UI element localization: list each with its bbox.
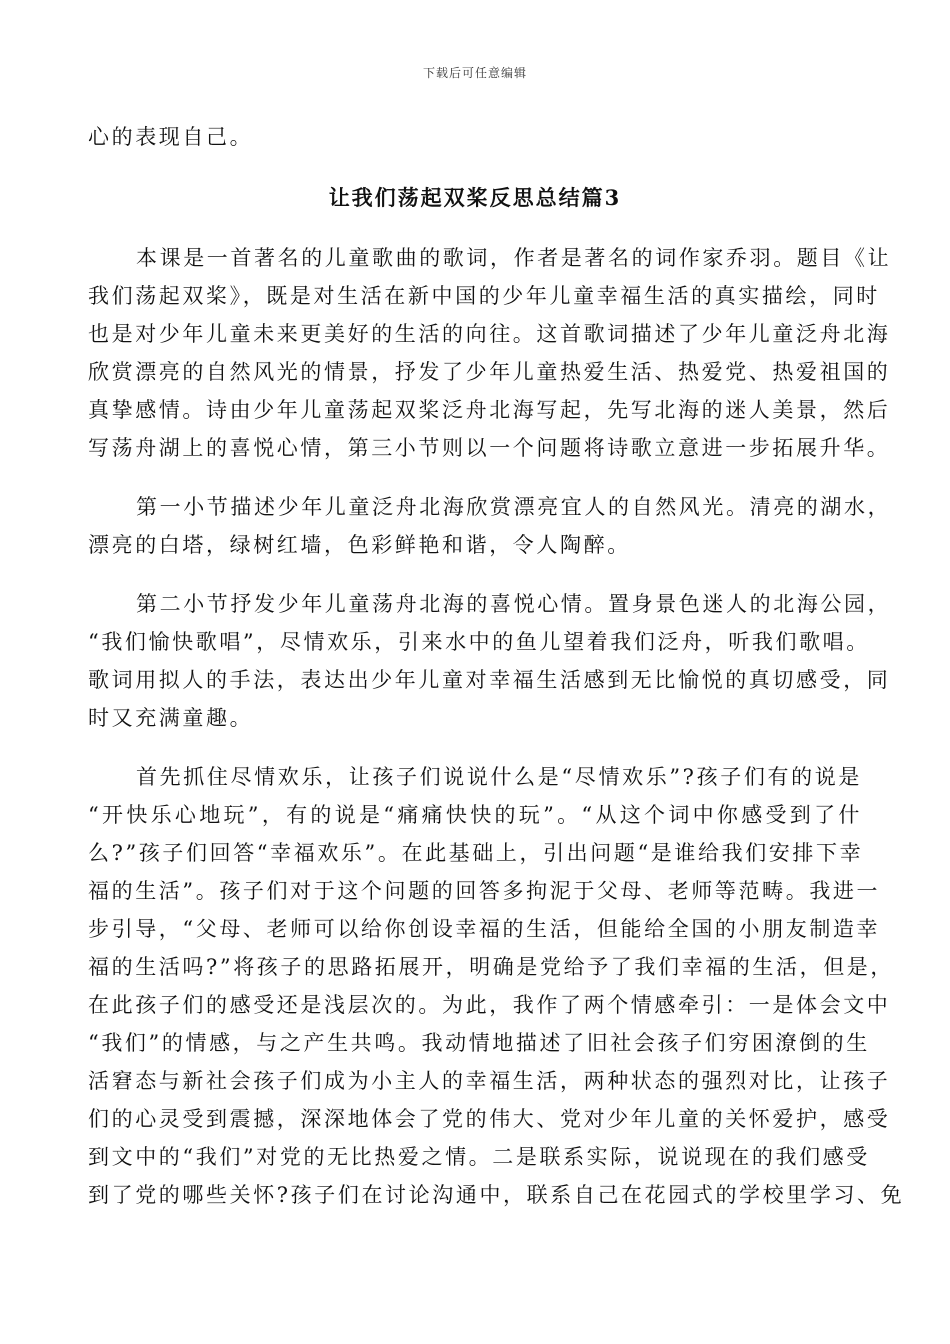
paragraph-line: 也是对少年儿童未来更美好的生活的向往。这首歌词描述了少年儿童泛舟北海 <box>88 322 891 346</box>
paragraph-line: 们的心灵受到震撼，深深地体会了党的伟大、党对少年儿童的关怀爱护，感受 <box>88 1107 891 1131</box>
paragraph-gap <box>88 737 862 758</box>
paragraph-line: “开快乐心地玩”，有的说是“痛痛快快的玩”。“从这个词中你感受到了什 <box>88 803 862 827</box>
paragraph-line: 本课是一首著名的儿童歌曲的歌词，作者是著名的词作家乔羽。题目《让 <box>136 246 892 270</box>
paragraph-line: 时又充满童趣。 <box>88 706 254 730</box>
paragraph-line: 福的生活”。孩子们对于这个问题的回答多拘泥于父母、老师等范畴。我进一 <box>88 879 881 903</box>
paragraph-line: 第一小节描述少年儿童泛舟北海欣赏漂亮宜人的自然风光。清亮的湖水， <box>136 495 892 519</box>
paragraph-line: 么?”孩子们回答“幸福欢乐”。在此基础上，引出问题“是谁给我们安排下幸 <box>88 841 864 865</box>
paragraph-gap <box>88 467 862 488</box>
paragraph-line: 真挚感情。诗由少年儿童荡起双桨泛舟北海写起，先写北海的迷人美景，然后 <box>88 398 891 422</box>
paragraph-line: 歌词用拟人的手法，表达出少年儿童对幸福生活感到无比愉悦的真切感受，同 <box>88 668 891 692</box>
paragraph-line: 在此孩子们的感受还是浅层次的。为此，我作了两个情感牵引：一是体会文中 <box>88 993 891 1017</box>
intro-line: 心的表现自己。 <box>88 125 254 149</box>
paragraph-line: 第二小节抒发少年儿童荡舟北海的喜悦心情。置身景色迷人的北海公园， <box>136 592 892 616</box>
paragraph-gap <box>88 564 862 585</box>
paragraph-4 <box>88 758 905 1214</box>
paragraph-line: “我们愉快歌唱”，尽情欢乐，引来水中的鱼儿望着我们泛舟，听我们歌唱。 <box>88 630 870 654</box>
paragraph-line: 到了党的哪些关怀?孩子们在讨论沟通中，联系自己在花园式的学校里学习、免 <box>88 1183 905 1207</box>
paragraph-line: “我们”的情感，与之产生共鸣。我动情地描述了旧社会孩子们穷困潦倒的生 <box>88 1031 870 1055</box>
paragraph-2 <box>88 488 892 564</box>
paragraph-line: 欣赏漂亮的自然风光的情景，抒发了少年儿童热爱生活、热爱党、热爱祖国的 <box>88 360 891 384</box>
paragraph-line: 写荡舟湖上的喜悦心情，第三小节则以一个问题将诗歌立意进一步拓展升华。 <box>88 436 891 460</box>
paragraph-line: 福的生活吗?”将孩子的思路拓展开，明确是党给予了我们幸福的生活，但是， <box>88 955 894 979</box>
paragraph-line: 漂亮的白塔，绿树红墙，色彩鲜艳和谐，令人陶醉。 <box>88 533 631 557</box>
paragraph-line: 步引导，“父母、老师可以给你创设幸福的生活，但能给全国的小朋友制造幸 <box>88 917 881 941</box>
section-title: 让我们荡起双桨反思总结篇3 <box>328 185 622 210</box>
page-header: 下载后可任意编辑 <box>422 66 527 80</box>
paragraph-line: 到文中的“我们”对党的无比热爱之情。二是联系实际，说说现在的我们感受 <box>88 1145 870 1169</box>
paragraph-1 <box>88 239 892 467</box>
paragraph-3 <box>88 585 892 737</box>
paragraph-line: 活窘态与新社会孩子们成为小主人的幸福生活，两种状态的强烈对比，让孩子 <box>88 1069 891 1093</box>
document-body <box>88 118 905 1214</box>
paragraph-line: 我们荡起双桨》，既是对生活在新中国的少年儿童幸福生活的真实描绘，同时 <box>88 284 880 308</box>
paragraph-line: 首先抓住尽情欢乐，让孩子们说说什么是“尽情欢乐”?孩子们有的说是 <box>136 765 862 789</box>
